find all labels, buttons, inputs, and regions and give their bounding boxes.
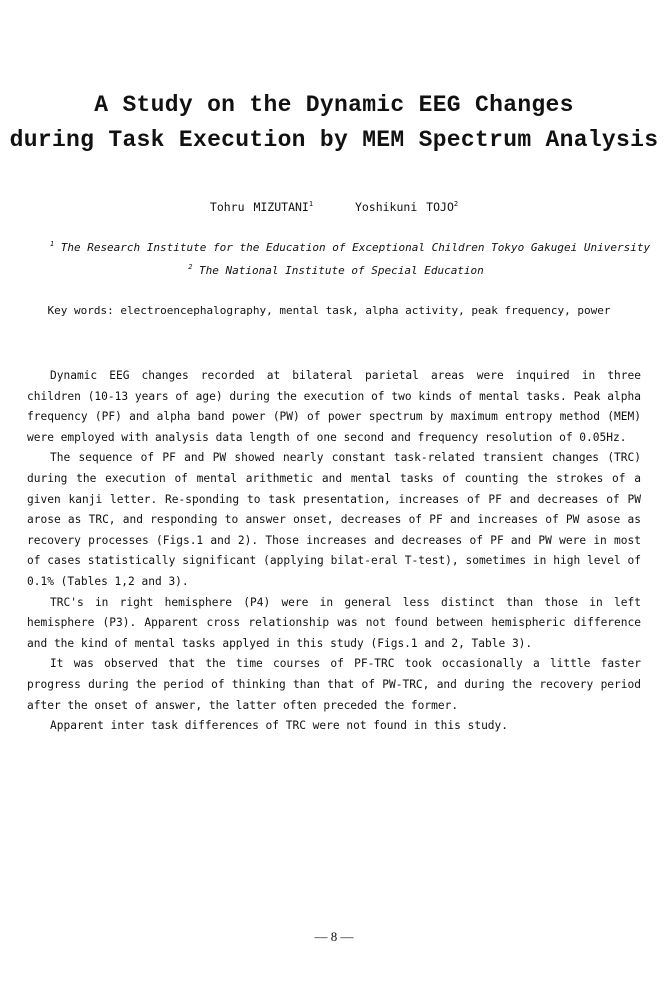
- abstract-paragraph: TRC's in right hemisphere (P4) were in general less distinct than those in left hemisphere (P3). Apparent cross relationship was not found between hemispheric difference and the kind of mental tasks applyed in this study (Figs.1 and 2, Table 3).: [27, 595, 641, 650]
- author-affiliation-mark: 1: [308, 200, 314, 208]
- page-number: — 8 —: [314, 929, 354, 944]
- author-name: Yoshikuni TOJO: [354, 200, 454, 214]
- affiliation-1: [16, 240, 668, 254]
- title-line-1: A Study on the Dynamic EEG Changes: [94, 92, 574, 118]
- affiliation-text: The National Institute of Special Education: [199, 264, 484, 277]
- affiliation-mark: 2: [188, 263, 193, 271]
- author-list: [0, 200, 668, 214]
- affiliation-2: [2, 263, 668, 277]
- abstract-paragraph: Dynamic EEG changes recorded at bilateral parietal areas were inquired in three children (10-13 years of age) during the execution of two kinds of mental tasks. Peak alpha frequency (PF) and alpha band power (PW) of power spectrum by maximum entropy method (MEM) were employed with analysis data length of one second and frequency resolution of 0.05Hz.: [27, 369, 641, 444]
- title-line-2: during Task Execution by MEM Spectrum Analysis: [9, 127, 659, 153]
- abstract: [27, 366, 641, 737]
- affiliation-text: The Research Institute for the Education of Exceptional Children Tokyo Gakugei University: [60, 241, 651, 254]
- author-affiliation-mark: 2: [453, 200, 459, 208]
- abstract-paragraph: The sequence of PF and PW showed nearly constant task-related transient changes (TRC) during the execution of mental arithmetic and mental tasks of counting the strokes of a given kanji letter. Re-sponding to task presentation, increases of PF and decreases of PW arose as TRC, and responding to answer onset, decreases of PF and increases of PW asose as recovery processes (Figs.1 and 2). Those increases and decreases of PF and PW were in most of cases statistically significant (applying bilat-eral T-test), sometimes in high level of 0.1% (Tables 1,2 and 3).: [27, 451, 641, 588]
- abstract-paragraph: Apparent inter task differences of TRC were not found in this study.: [50, 719, 509, 733]
- affiliation-mark: 1: [49, 240, 55, 248]
- abstract-paragraph: It was observed that the time courses of PF-TRC took occasionally a little faster progress during the period of thinking than that of PW-TRC, and during the recovery period after the onset of answer, the latter often preceded the former.: [27, 657, 641, 712]
- author-name: Tohru MIZUTANI: [209, 200, 309, 214]
- keywords: Key words: electroencephalography, mental task, alpha activity, peak frequency, power: [47, 304, 611, 317]
